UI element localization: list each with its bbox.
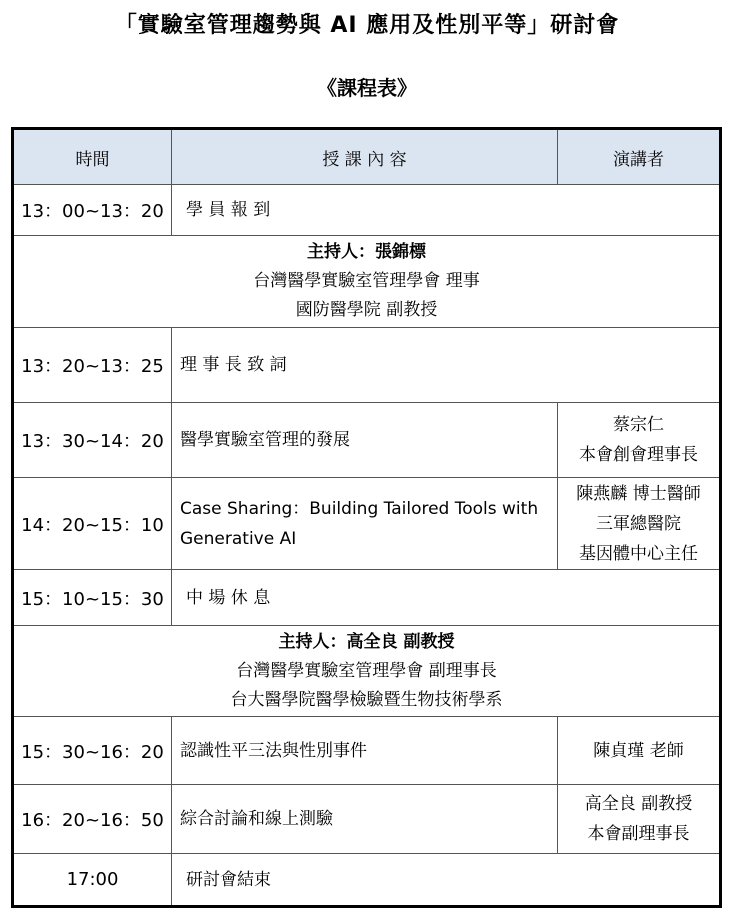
speaker-line: 陳貞瑾 老師 [593, 740, 684, 761]
speaker-cell [558, 403, 721, 478]
header-speaker: 演講者 [558, 129, 721, 185]
content-cell: 認識性平三法與性別事件 [172, 717, 558, 785]
speaker-cell [558, 717, 721, 785]
content-cell: 研討會結束 [172, 854, 721, 907]
page-subtitle: 《課程表》 [317, 76, 417, 100]
content-cell: Case Sharing：Building Tailored Tools with Generative AI [172, 478, 558, 570]
time-cell: 13：00~13：20 [13, 185, 172, 236]
content-cell: 理 事 長 致 詞 [172, 328, 721, 403]
speaker-cell [558, 785, 721, 854]
table-row [13, 717, 721, 785]
time-cell: 13：30~14：20 [13, 403, 172, 478]
speaker-line: 本會創會理事長 [579, 445, 698, 465]
host-affiliation: 國防醫學院 副教授 [295, 300, 438, 320]
speaker-line: 三軍總醫院 [596, 513, 681, 534]
table-row [13, 403, 721, 478]
host-label: 主持人：高全良 副教授 [278, 631, 455, 652]
speaker-line: 陳燕麟 博士醫師 [576, 483, 701, 504]
schedule-table [11, 127, 722, 908]
speaker-line: 基因體中心主任 [579, 543, 698, 564]
time-cell: 16：20~16：50 [13, 785, 172, 854]
time-cell: 14：20~15：10 [13, 478, 172, 570]
speaker-line: 蔡宗仁 [613, 415, 664, 435]
header-row [13, 129, 721, 185]
host-label: 主持人：張錦標 [307, 242, 426, 262]
time-cell: 15：10~15：30 [13, 570, 172, 626]
table-row [13, 328, 721, 403]
host-affiliation: 台灣醫學實驗室管理學會 理事 [253, 271, 480, 291]
host-row [13, 626, 721, 717]
host-cell [13, 236, 721, 328]
host-cell [13, 626, 721, 717]
speaker-line: 本會副理事長 [587, 824, 690, 844]
host-affiliation: 台大醫學院醫學檢驗暨生物技術學系 [230, 689, 503, 710]
speaker-cell [558, 478, 721, 570]
time-cell: 17:00 [13, 854, 172, 907]
time-cell: 15：30~16：20 [13, 717, 172, 785]
header-content: 授 課 內 容 [172, 129, 558, 185]
content-cell: 綜合討論和線上測驗 [172, 785, 558, 854]
header-time: 時間 [13, 129, 172, 185]
table-row [13, 185, 721, 236]
host-row [13, 236, 721, 328]
content-cell: 中 場 休 息 [172, 570, 721, 626]
table-row [13, 854, 721, 907]
table-row [13, 570, 721, 626]
table-row [13, 478, 721, 570]
host-affiliation: 台灣醫學實驗室管理學會 副理事長 [236, 660, 497, 681]
page-title: 「實驗室管理趨勢與 AI 應用及性別平等」研討會 [114, 13, 620, 38]
content-cell: 醫學實驗室管理的發展 [172, 403, 558, 478]
time-cell: 13：20~13：25 [13, 328, 172, 403]
table-row [13, 785, 721, 854]
speaker-line: 高全良 副教授 [584, 794, 693, 814]
content-cell: 學 員 報 到 [172, 185, 721, 236]
